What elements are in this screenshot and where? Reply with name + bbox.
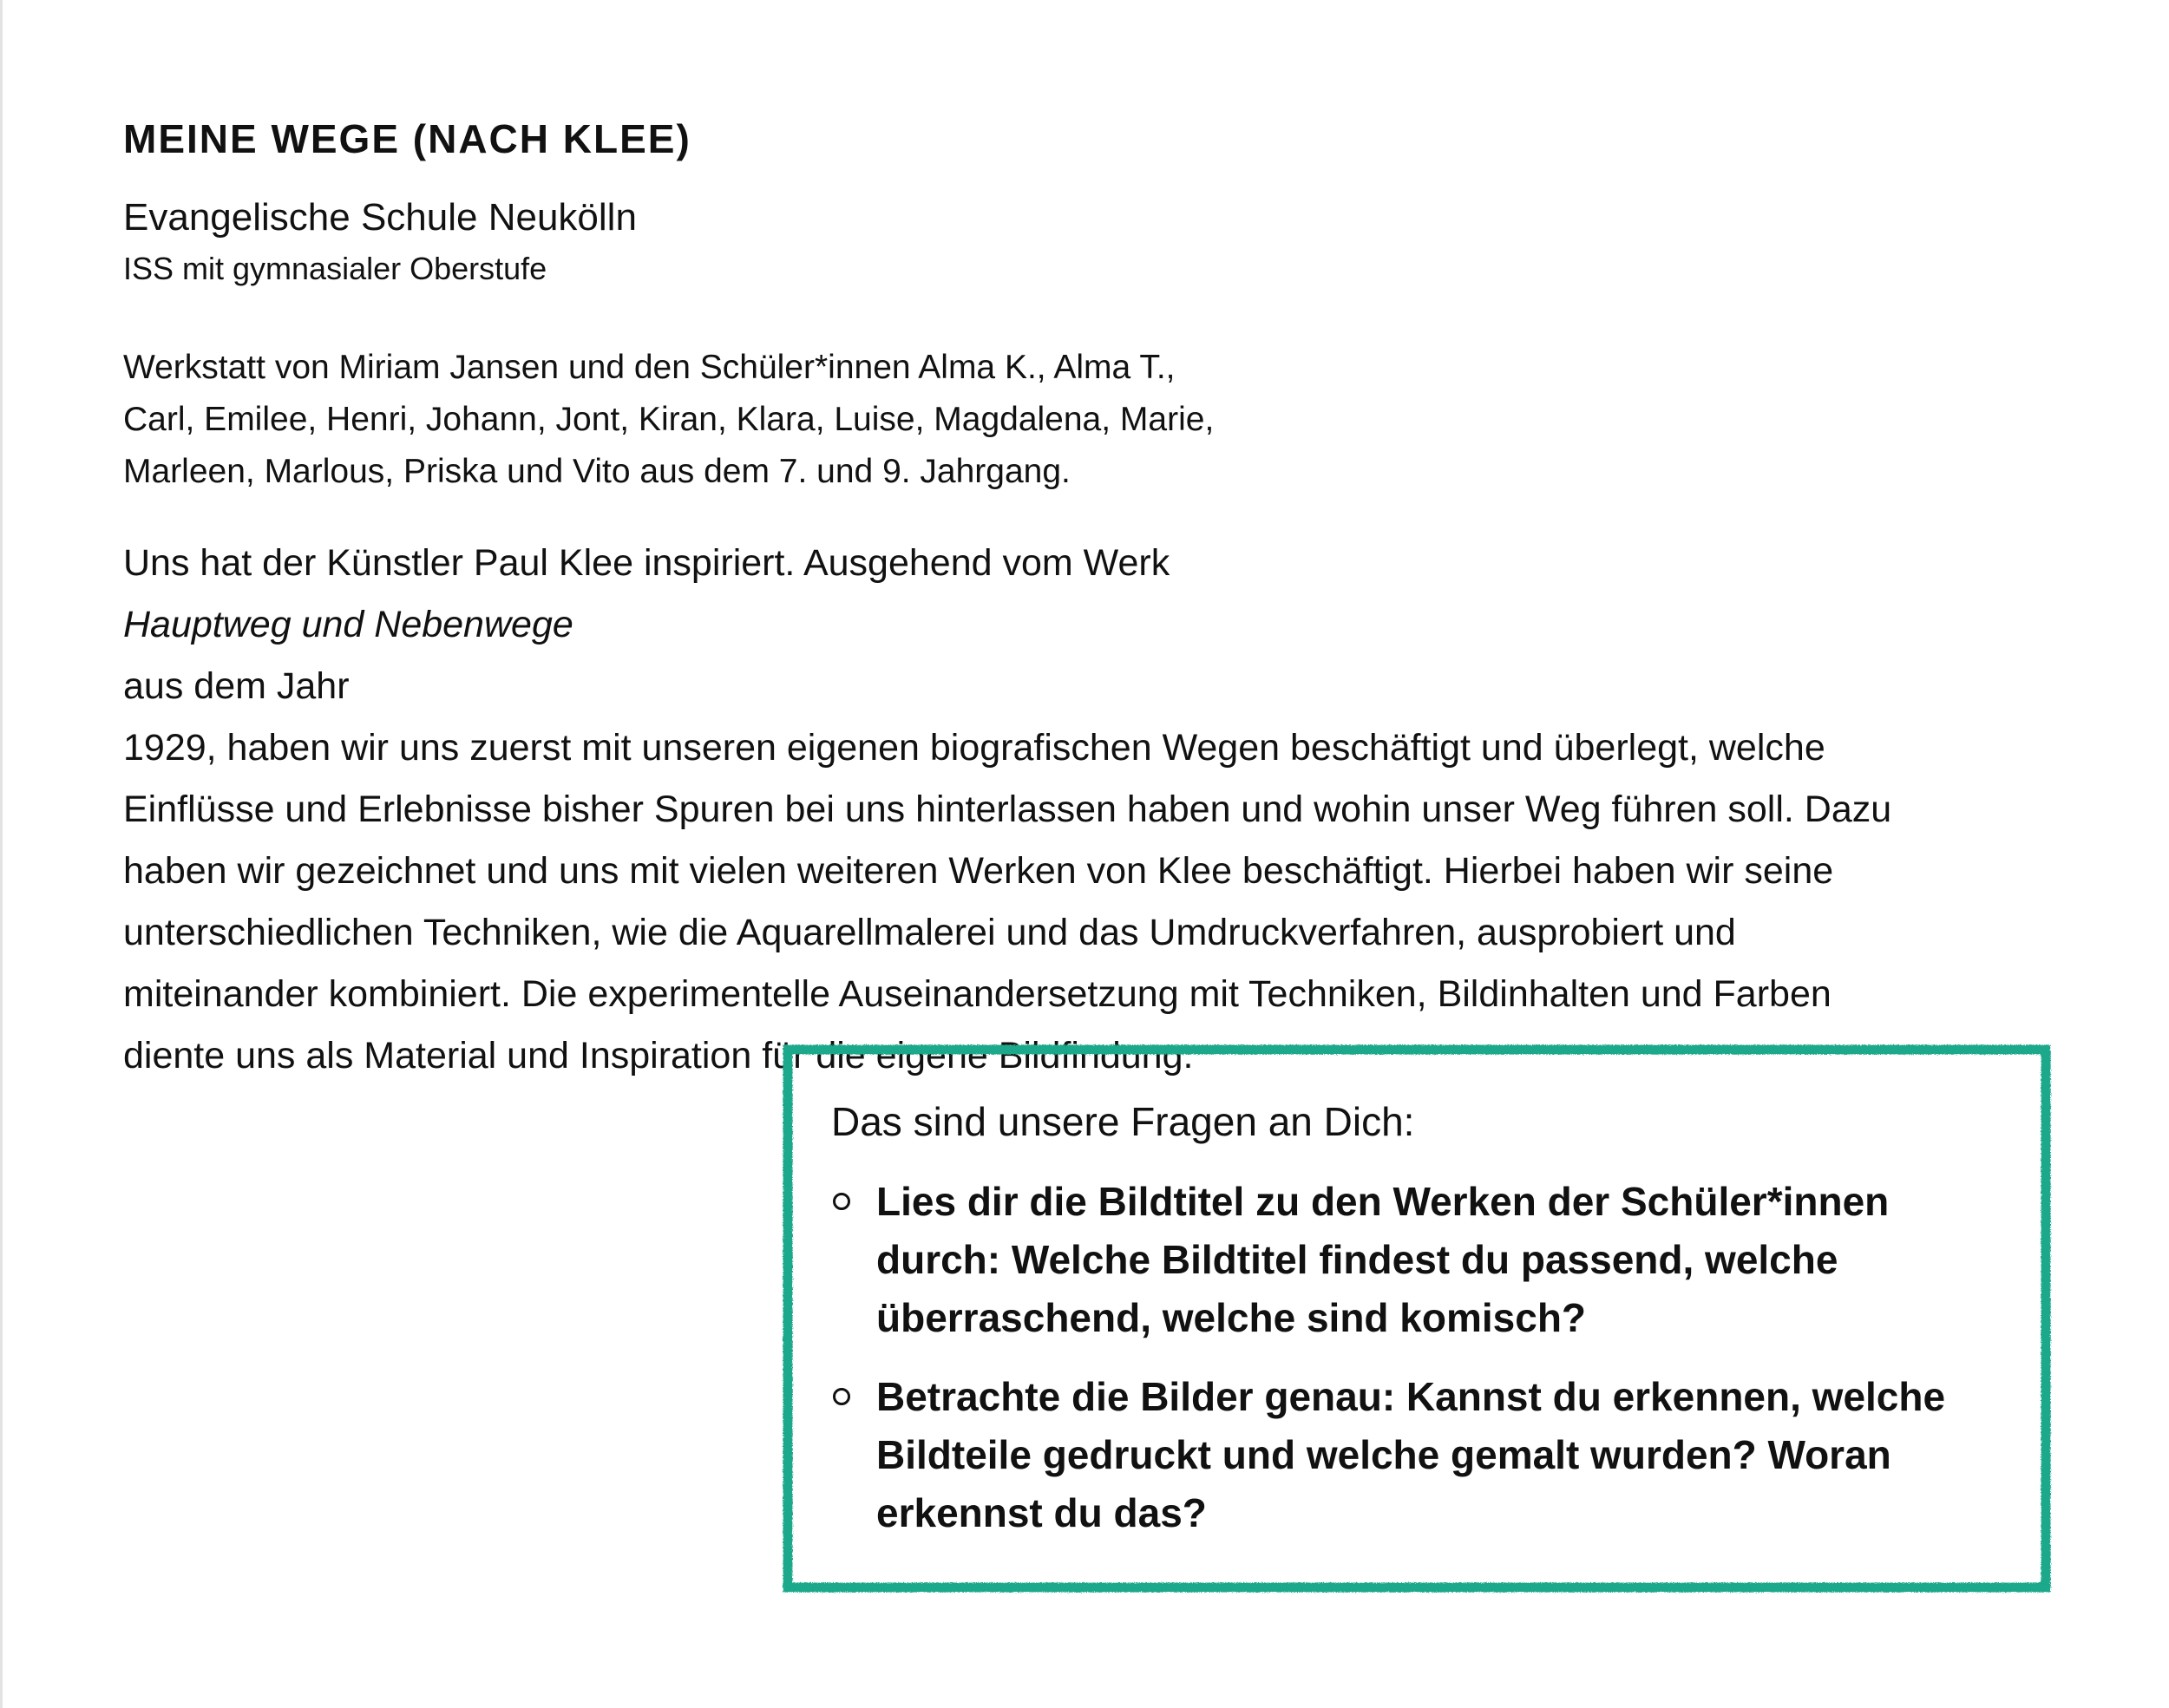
question-line: Lies dir die Bildtitel zu den Werken der Schüler*innen: [876, 1179, 1890, 1224]
questions-list: [831, 1173, 2020, 1542]
description-text: Uns hat der Künstler Paul Klee inspiriert. Ausgehend vom Werk: [123, 542, 1170, 584]
document-page: [123, 111, 2058, 1087]
description-line: diente uns als Material und Inspiration für die eigene Bildfindung.: [123, 1035, 1194, 1076]
questions-box: [781, 1043, 2053, 1594]
question-item: [831, 1173, 2020, 1347]
question-line: Betrachte die Bilder genau: Kannst du erkennen, welche: [876, 1374, 1946, 1419]
question-line: erkennst du das?: [876, 1490, 1207, 1535]
description-line: 1929, haben wir uns zuerst mit unseren eigenen biografischen Wegen beschäftigt und überlegt, welche: [123, 727, 1825, 769]
page-edge-rule: [0, 0, 3, 1708]
credits-line: Marleen, Marlous, Priska und Vito aus dem 7. und 9. Jahrgang.: [123, 453, 1071, 490]
workshop-credits: [123, 342, 2058, 498]
school-type: ISS mit gymnasialer Oberstufe: [123, 251, 547, 286]
description-line: unterschiedlichen Techniken, wie die Aquarellmalerei und das Umdruckverfahren, ausprobiert und: [123, 912, 1736, 953]
description-line: [123, 533, 2058, 717]
circle-bullet-icon: [833, 1193, 850, 1210]
circle-bullet-icon: [833, 1388, 850, 1405]
question-line: durch: Welche Bildtitel findest du passend, welche: [876, 1237, 1838, 1282]
artwork-title: Hauptweg und Nebenwege: [123, 604, 573, 645]
description-text: aus dem Jahr: [123, 665, 350, 707]
credits-line: Werkstatt von Miriam Jansen und den Schüler*innen Alma K., Alma T.,: [123, 349, 1176, 386]
description-line: haben wir gezeichnet und uns mit vielen weiteren Werken von Klee beschäftigt. Hierbei haben wir seine: [123, 850, 1834, 892]
page-title: MEINE WEGE (NACH KLEE): [123, 116, 691, 161]
description-line: Einflüsse und Erlebnisse bisher Spuren bei uns hinterlassen haben und wohin unser Weg führen soll. Dazu: [123, 789, 1892, 830]
question-line: Bildteile gedruckt und welche gemalt wurden? Woran: [876, 1432, 1891, 1477]
question-line: überraschend, welche sind komisch?: [876, 1295, 1587, 1340]
school-name: Evangelische Schule Neukölln: [123, 196, 637, 239]
project-description: [123, 533, 2058, 1087]
credits-line: Carl, Emilee, Henri, Johann, Jont, Kiran, Klara, Luise, Magdalena, Marie,: [123, 401, 1215, 438]
questions-content: [831, 1095, 2020, 1563]
description-line: miteinander kombiniert. Die experimentelle Auseinandersetzung mit Techniken, Bildinhalten und Farben: [123, 973, 1832, 1015]
question-item: [831, 1368, 2020, 1542]
questions-heading: Das sind unsere Fragen an Dich:: [831, 1099, 1415, 1144]
